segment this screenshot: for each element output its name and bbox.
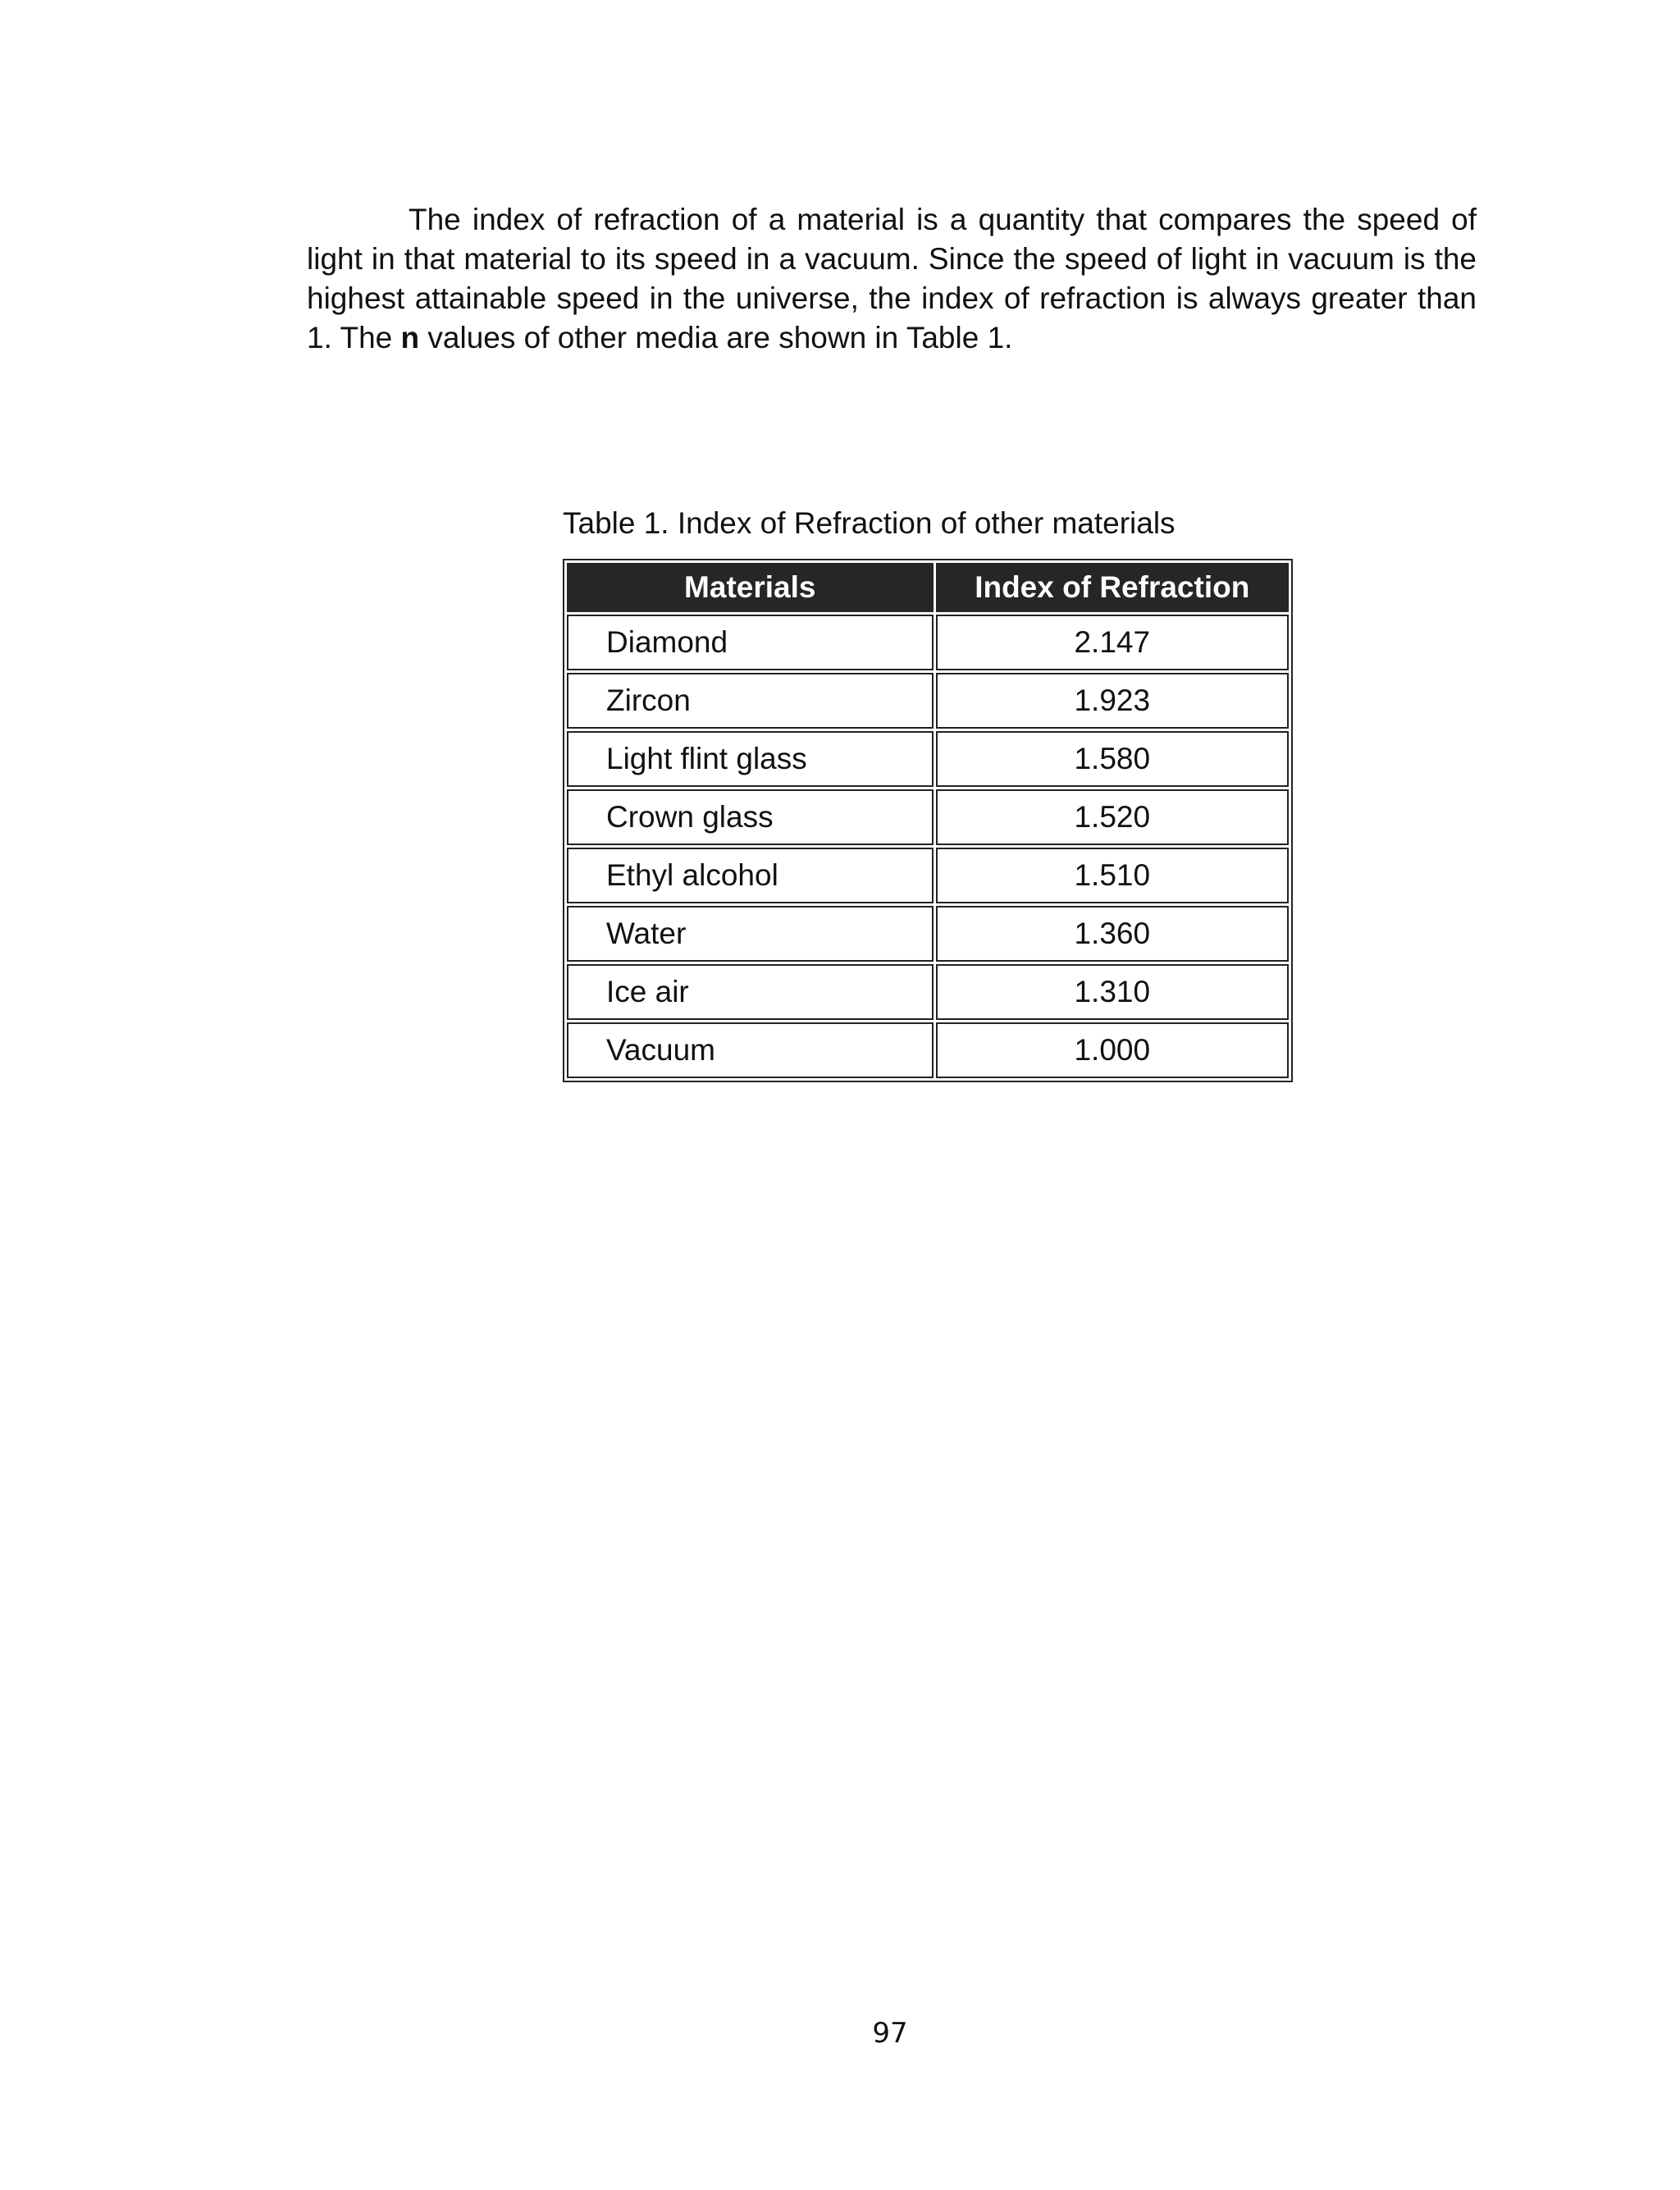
material-cell: Ethyl alcohol [567,848,934,903]
table-row [567,673,1289,729]
material-cell: Crown glass [567,789,934,845]
index-cell: 1.510 [936,848,1289,903]
header-index-of-refraction: Index of Refraction [936,563,1289,612]
table-caption: Table 1. Index of Refraction of other materials [563,506,1176,540]
page-number: 97 [872,2017,908,2050]
index-cell: 1.360 [936,906,1289,962]
body-paragraph [307,200,1477,358]
index-cell: 1.520 [936,789,1289,845]
index-cell: 2.147 [936,615,1289,670]
index-cell: 1.000 [936,1022,1289,1078]
index-cell: 1.310 [936,964,1289,1020]
paragraph-text-1: The index of refraction of a material is a quantity that compares the speed of light in that material to its speed in a vacuum. Since the speed of light in vacuum is the highest attainable speed in the universe, the index of refraction is always greater than 1. The [307,203,1477,354]
refraction-table [563,559,1293,1082]
material-cell: Zircon [567,673,934,729]
material-cell: Light flint glass [567,731,934,787]
header-materials: Materials [567,563,934,612]
paragraph-text-2: values of other media are shown in Table 1. [419,321,1013,354]
material-cell: Diamond [567,615,934,670]
table-row [567,906,1289,962]
table-row [567,848,1289,903]
material-cell: Vacuum [567,1022,934,1078]
index-cell: 1.580 [936,731,1289,787]
material-cell: Ice air [567,964,934,1020]
table-row [567,964,1289,1020]
material-cell: Water [567,906,934,962]
table-row [567,1022,1289,1078]
paragraph-bold-n: n [400,321,420,354]
table-row [567,731,1289,787]
table-row [567,615,1289,670]
table-row [567,789,1289,845]
index-cell: 1.923 [936,673,1289,729]
table-header-row [567,563,1289,612]
